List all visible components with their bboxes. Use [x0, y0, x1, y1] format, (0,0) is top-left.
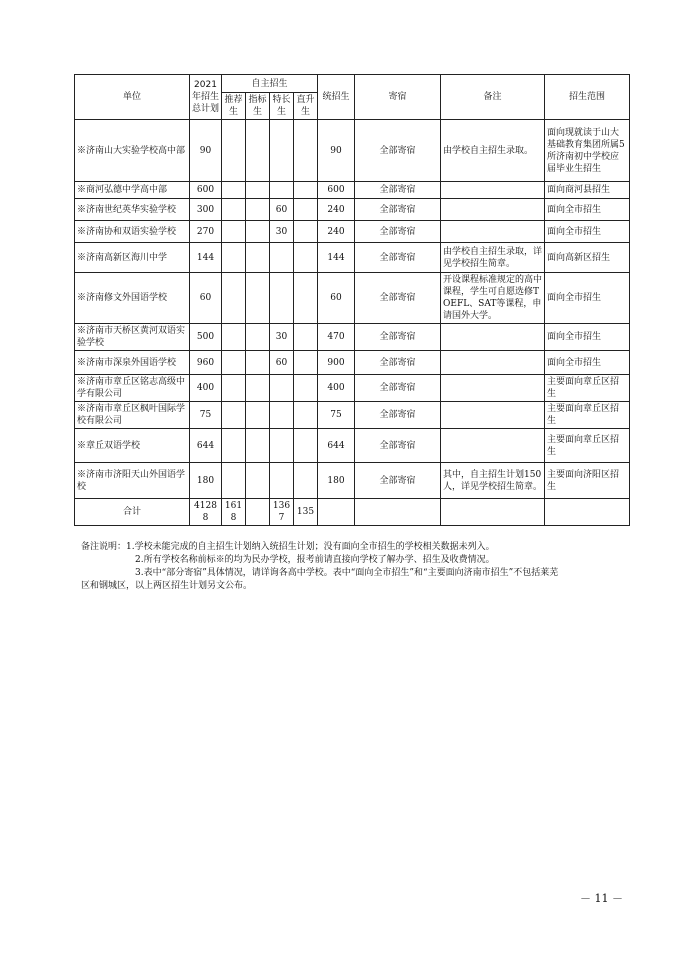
cell-unified: 644	[318, 429, 355, 463]
cell-unified: 90	[318, 120, 355, 182]
cell-remarks	[441, 375, 545, 402]
cell-unified: 240	[318, 221, 355, 243]
cell-total: 960	[190, 351, 222, 375]
cell-unified: 400	[318, 375, 355, 402]
table-row	[75, 182, 630, 199]
cell-direct	[294, 243, 318, 273]
cell-total: 300	[190, 199, 222, 221]
cell-total: 180	[190, 463, 222, 499]
total-plan: 41288	[190, 499, 222, 526]
table-row	[75, 243, 630, 273]
cell-boarding: 全部寄宿	[355, 375, 441, 402]
cell-scope: 主要面向章丘区招生	[545, 429, 630, 463]
cell-remarks: 由学校自主招生录取，详见学校招生简章。	[441, 243, 545, 273]
cell-boarding: 全部寄宿	[355, 120, 441, 182]
table-row	[75, 429, 630, 463]
note-1: 备注说明：1.学校未能完成的自主招生计划纳入统招生计划；没有面向全市招生的学校相关数据未列入。	[81, 542, 495, 552]
cell-special: 30	[270, 221, 294, 243]
cell-recommend	[222, 463, 246, 499]
table-row	[75, 351, 630, 375]
cell-remarks	[441, 199, 545, 221]
cell-remarks	[441, 402, 545, 429]
table-row	[75, 324, 630, 351]
cell-direct	[294, 463, 318, 499]
cell-unit: ※商河弘德中学高中部	[75, 182, 190, 199]
cell-remarks: 开设课程标准规定的高中课程，学生可自愿选修TOEFL、SAT等课程，申请国外大学。	[441, 273, 545, 324]
cell-special	[270, 463, 294, 499]
cell-unified: 60	[318, 273, 355, 324]
cell-total: 90	[190, 120, 222, 182]
total-direct: 135	[294, 499, 318, 526]
cell-boarding: 全部寄宿	[355, 429, 441, 463]
cell-unit: ※章丘双语学校	[75, 429, 190, 463]
cell-boarding: 全部寄宿	[355, 402, 441, 429]
cell-direct	[294, 221, 318, 243]
cell-recommend	[222, 273, 246, 324]
header-scope: 招生范围	[545, 75, 630, 120]
cell-unit: ※济南高新区海川中学	[75, 243, 190, 273]
header-direct: 直升生	[294, 93, 318, 120]
cell-quota	[246, 324, 270, 351]
cell-special: 30	[270, 324, 294, 351]
table-row	[75, 273, 630, 324]
cell-recommend	[222, 351, 246, 375]
cell-quota	[246, 402, 270, 429]
cell-scope: 面向高新区招生	[545, 243, 630, 273]
note-3-continued: 区和钢城区，以上两区招生计划另文公布。	[81, 581, 253, 591]
cell-special	[270, 273, 294, 324]
cell-quota	[246, 243, 270, 273]
cell-direct	[294, 199, 318, 221]
total-recommend: 1618	[222, 499, 246, 526]
total-scope	[545, 499, 630, 526]
header-special: 特长生	[270, 93, 294, 120]
header-self-enroll: 自主招生	[222, 75, 318, 93]
cell-unified: 600	[318, 182, 355, 199]
cell-scope: 面向现就读于山大基础教育集团所属5所济南初中学校应届毕业生招生	[545, 120, 630, 182]
cell-quota	[246, 182, 270, 199]
cell-special	[270, 402, 294, 429]
total-label: 合计	[75, 499, 190, 526]
cell-remarks	[441, 429, 545, 463]
header-quota: 指标生	[246, 93, 270, 120]
cell-unified: 470	[318, 324, 355, 351]
cell-remarks	[441, 221, 545, 243]
cell-special	[270, 375, 294, 402]
cell-scope: 面向全市招生	[545, 273, 630, 324]
cell-direct	[294, 120, 318, 182]
cell-quota	[246, 273, 270, 324]
cell-unit: ※济南市济阳天山外国语学校	[75, 463, 190, 499]
cell-special	[270, 429, 294, 463]
cell-recommend	[222, 199, 246, 221]
cell-unit: ※济南市章丘区枫叶国际学校有限公司	[75, 402, 190, 429]
cell-recommend	[222, 243, 246, 273]
cell-direct	[294, 273, 318, 324]
total-boarding	[355, 499, 441, 526]
note-3: 3.表中“部分寄宿”具体情况，请详询各高中学校。表中“面向全市招生”和“主要面向济南市招生”不包括莱芜	[135, 568, 559, 578]
cell-direct	[294, 429, 318, 463]
cell-scope: 主要面向济阳区招生	[545, 463, 630, 499]
page-number: － 11 －	[580, 892, 623, 905]
cell-remarks	[441, 324, 545, 351]
cell-boarding: 全部寄宿	[355, 351, 441, 375]
cell-remarks	[441, 182, 545, 199]
cell-special	[270, 120, 294, 182]
cell-unified: 144	[318, 243, 355, 273]
cell-boarding: 全部寄宿	[355, 273, 441, 324]
cell-unit: ※济南市天桥区黄河双语实验学校	[75, 324, 190, 351]
header-boarding: 寄宿	[355, 75, 441, 120]
cell-special	[270, 243, 294, 273]
cell-quota	[246, 375, 270, 402]
cell-recommend	[222, 324, 246, 351]
cell-direct	[294, 402, 318, 429]
cell-boarding: 全部寄宿	[355, 221, 441, 243]
cell-quota	[246, 351, 270, 375]
cell-recommend	[222, 375, 246, 402]
cell-quota	[246, 120, 270, 182]
cell-recommend	[222, 182, 246, 199]
cell-recommend	[222, 402, 246, 429]
total-unified	[318, 499, 355, 526]
cell-scope: 面向商河县招生	[545, 182, 630, 199]
cell-special: 60	[270, 199, 294, 221]
cell-unit: ※济南山大实验学校高中部	[75, 120, 190, 182]
cell-quota	[246, 429, 270, 463]
cell-total: 500	[190, 324, 222, 351]
cell-boarding: 全部寄宿	[355, 463, 441, 499]
cell-boarding: 全部寄宿	[355, 182, 441, 199]
table-row	[75, 199, 630, 221]
cell-unit: ※济南市深泉外国语学校	[75, 351, 190, 375]
cell-remarks: 由学校自主招生录取。	[441, 120, 545, 182]
cell-scope: 主要面向章丘区招生	[545, 402, 630, 429]
header-recommend: 推荐生	[222, 93, 246, 120]
cell-unified: 75	[318, 402, 355, 429]
cell-remarks	[441, 351, 545, 375]
cell-total: 644	[190, 429, 222, 463]
cell-quota	[246, 463, 270, 499]
cell-boarding: 全部寄宿	[355, 199, 441, 221]
cell-direct	[294, 182, 318, 199]
total-remarks	[441, 499, 545, 526]
table-row	[75, 221, 630, 243]
cell-scope: 面向全市招生	[545, 199, 630, 221]
enrollment-plan-table	[74, 74, 630, 526]
cell-special	[270, 182, 294, 199]
cell-boarding: 全部寄宿	[355, 324, 441, 351]
cell-unified: 900	[318, 351, 355, 375]
cell-unified: 240	[318, 199, 355, 221]
cell-unit: ※济南协和双语实验学校	[75, 221, 190, 243]
cell-scope: 面向全市招生	[545, 324, 630, 351]
cell-total: 270	[190, 221, 222, 243]
cell-direct	[294, 375, 318, 402]
table-row	[75, 375, 630, 402]
header-unit: 单位	[75, 75, 190, 120]
cell-quota	[246, 199, 270, 221]
cell-direct	[294, 324, 318, 351]
total-quota	[246, 499, 270, 526]
cell-total: 60	[190, 273, 222, 324]
total-special: 1367	[270, 499, 294, 526]
table-row	[75, 463, 630, 499]
cell-total: 400	[190, 375, 222, 402]
cell-direct	[294, 351, 318, 375]
cell-total: 75	[190, 402, 222, 429]
cell-special: 60	[270, 351, 294, 375]
cell-scope: 面向全市招生	[545, 351, 630, 375]
header-remarks: 备注	[441, 75, 545, 120]
cell-scope: 面向全市招生	[545, 221, 630, 243]
note-2: 2.所有学校名称前标※的均为民办学校，报考前请直接向学校了解办学、招生及收费情况。	[135, 555, 495, 565]
table-row	[75, 120, 630, 182]
cell-recommend	[222, 429, 246, 463]
cell-recommend	[222, 120, 246, 182]
cell-unit: ※济南市章丘区铭志高级中学有限公司	[75, 375, 190, 402]
cell-unit: ※济南世纪英华实验学校	[75, 199, 190, 221]
header-unified: 统招生	[318, 75, 355, 120]
cell-scope: 主要面向章丘区招生	[545, 375, 630, 402]
total-row	[75, 499, 630, 526]
cell-total: 600	[190, 182, 222, 199]
cell-quota	[246, 221, 270, 243]
cell-recommend	[222, 221, 246, 243]
cell-remarks: 其中，自主招生计划150人，详见学校招生简章。	[441, 463, 545, 499]
cell-boarding: 全部寄宿	[355, 243, 441, 273]
footnotes	[81, 541, 621, 593]
table-row	[75, 402, 630, 429]
cell-total: 144	[190, 243, 222, 273]
cell-unit: ※济南修文外国语学校	[75, 273, 190, 324]
header-total-plan: 2021年招生总计划	[190, 75, 222, 120]
cell-unified: 180	[318, 463, 355, 499]
